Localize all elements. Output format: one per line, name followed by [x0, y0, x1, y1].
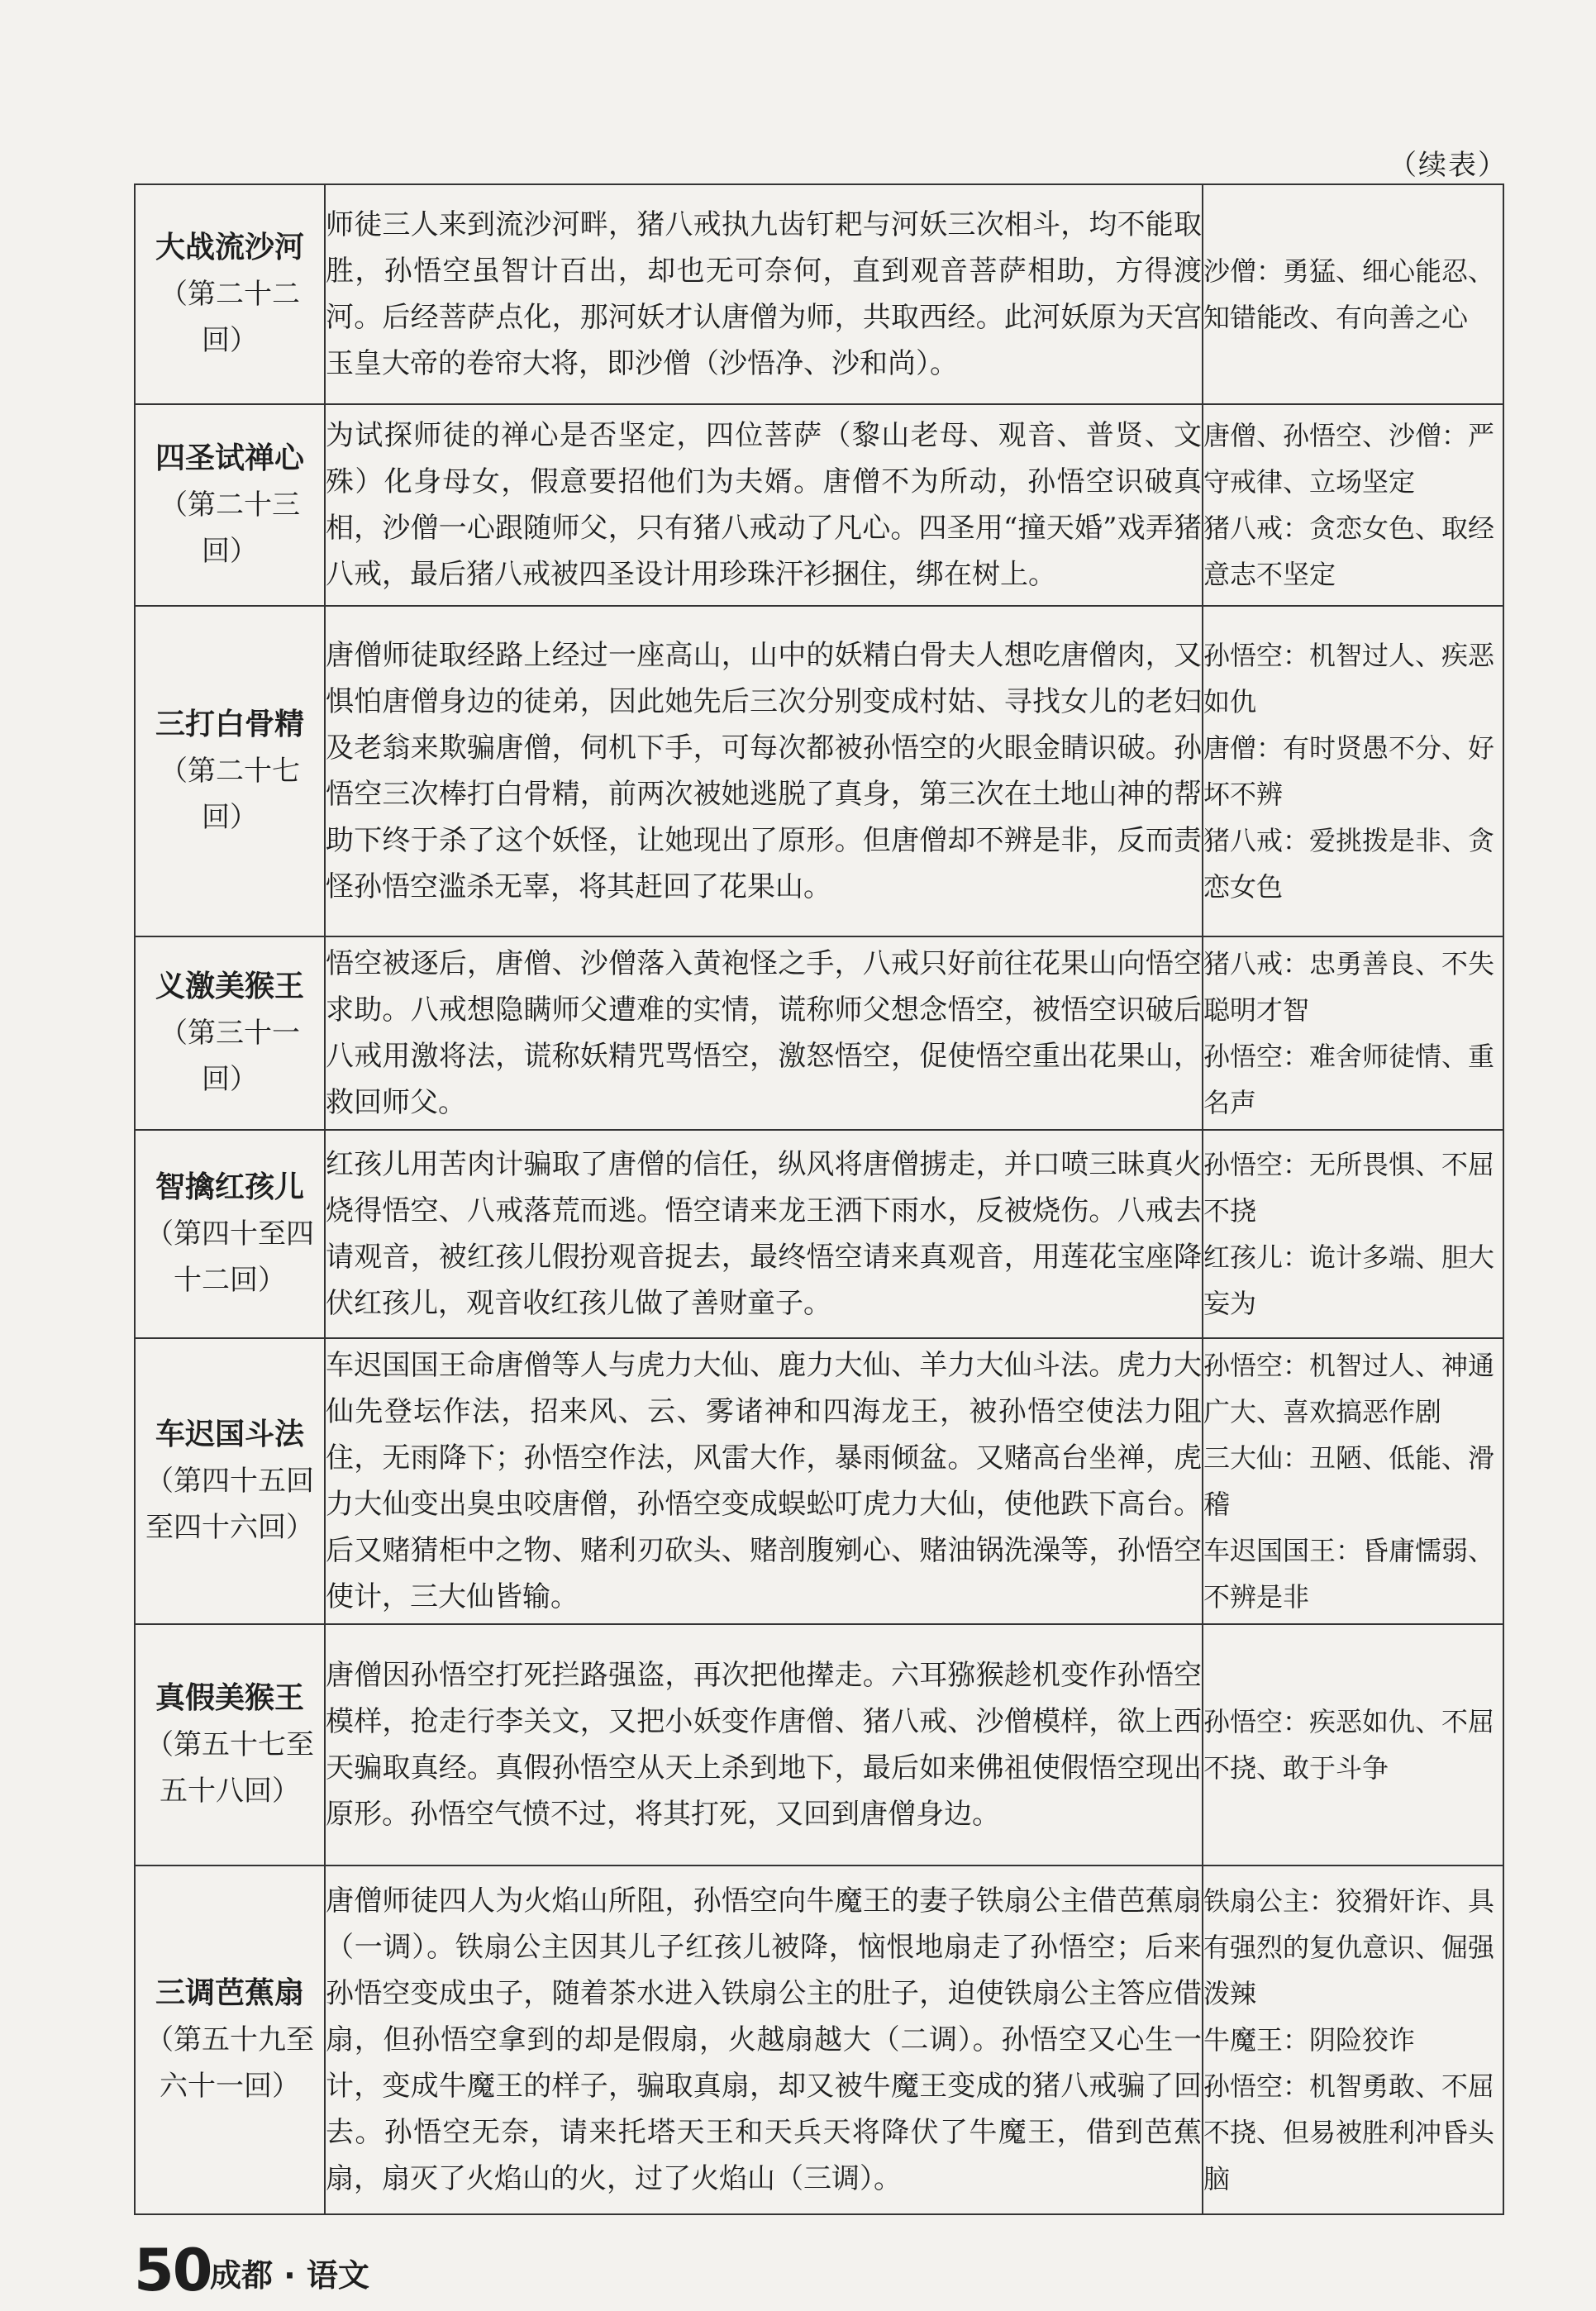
chapter-cell — [135, 404, 325, 606]
table-row — [135, 936, 1503, 1130]
character-traits: 孙悟空：无所畏惧、不屈不挠 红孩儿：诡计多端、胆大妄为 — [1203, 1130, 1503, 1338]
chapter-cell — [135, 1624, 325, 1865]
chapter-number: （第二十三回） — [160, 488, 300, 568]
character-traits: 孙悟空：机智过人、神通广大、喜欢搞恶作剧 三大仙：丑陋、低能、滑稽 车迟国国王：昏庸懦弱、不辨是非 — [1203, 1338, 1503, 1624]
chapter-number: （第五十九至六十一回） — [145, 2023, 314, 2103]
chapter-title: 三调芭蕉扇 — [155, 1976, 304, 2010]
plot-summary: 唐僧因孙悟空打死拦路强盗，再次把他撵走。六耳猕猴趁机变作孙悟空模样，抢走行李关文，又把小妖变作唐僧、猪八戒、沙僧模样，欲上西天骗取真经。真假孙悟空从天上杀到地下，最后如来佛祖使假悟空现出原形。孙悟空气愤不过，将其打死，又回到唐僧身边。 — [325, 1624, 1203, 1865]
table-row — [135, 1338, 1503, 1624]
plot-summary: 红孩儿用苦肉计骗取了唐僧的信任，纵风将唐僧掳走，并口喷三昧真火烧得悟空、八戒落荒而逃。悟空请来龙王洒下雨水，反被烧伤。八戒去请观音，被红孩儿假扮观音捉去，最终悟空请来真观音，用莲花宝座降伏红孩儿，观音收红孩儿做了善财童子。 — [325, 1130, 1203, 1338]
character-traits: 孙悟空：疾恶如仇、不屈不挠、敢于斗争 — [1203, 1624, 1503, 1865]
continued-label: （续表） — [1389, 149, 1508, 182]
table-row — [135, 1130, 1503, 1338]
chapter-cell — [135, 936, 325, 1130]
chapter-number: （第四十五回至四十六回） — [145, 1465, 314, 1544]
chapter-cell — [135, 1338, 325, 1624]
chapter-title: 三打白骨精 — [155, 708, 304, 741]
chapter-title: 义激美猴王 — [155, 970, 304, 1003]
plot-summary: 唐僧师徒取经路上经过一座高山，山中的妖精白骨夫人想吃唐僧肉，又惧怕唐僧身边的徒弟，因此她先后三次分别变成村姑、寻找女儿的老妇及老翁来欺骗唐僧，伺机下手，可每次都被孙悟空的火眼金睛识破。孙悟空三次棒打白骨精，前两次被她逃脱了真身，第三次在土地山神的帮助下终于杀了这个妖怪，让她现出了原形。但唐僧却不辨是非，反而责怪孙悟空滥杀无辜，将其赶回了花果山。 — [325, 606, 1203, 936]
plot-summary: 悟空被逐后，唐僧、沙僧落入黄袍怪之手，八戒只好前往花果山向悟空求助。八戒想隐瞒师父遭难的实情，谎称师父想念悟空，被悟空识破后八戒用激将法，谎称妖精咒骂悟空，激怒悟空，促使悟空重出花果山，救回师父。 — [325, 936, 1203, 1130]
chapter-cell — [135, 184, 325, 404]
chapter-number: （第二十二回） — [160, 278, 300, 357]
chapter-number: （第五十七至五十八回） — [145, 1728, 314, 1808]
chapter-title: 四圣试禅心 — [155, 441, 304, 475]
chapter-number: （第四十至四十二回） — [145, 1217, 314, 1297]
table-row — [135, 184, 1503, 404]
chapter-title: 智擒红孩儿 — [155, 1170, 304, 1204]
page-number: 50 — [134, 2237, 212, 2304]
character-traits: 孙悟空：机智过人、疾恶如仇 唐僧：有时贤愚不分、好坏不辨 猪八戒：爱挑拨是非、贪恋女色 — [1203, 606, 1503, 936]
plot-summary: 车迟国国王命唐僧等人与虎力大仙、鹿力大仙、羊力大仙斗法。虎力大仙先登坛作法，招来风、云、雾诸神和四海龙王，被孙悟空使法力阻住，无雨降下；孙悟空作法，风雷大作，暴雨倾盆。又赌高台坐禅，虎力大仙变出臭虫咬唐僧，孙悟空变成蜈蚣叮虎力大仙，使他跌下高台。后又赌猜柜中之物、赌利刃砍头、赌剖腹剜心、赌油锅洗澡等，孙悟空使计，三大仙皆输。 — [325, 1338, 1203, 1624]
character-traits: 猪八戒：忠勇善良、不失聪明才智 孙悟空：难舍师徒情、重名声 — [1203, 936, 1503, 1130]
chapter-number: （第二十七回） — [160, 755, 300, 834]
chapter-title: 真假美猴王 — [155, 1681, 304, 1715]
table-row — [135, 1865, 1503, 2214]
chapter-cell — [135, 1130, 325, 1338]
footer-label: 成都 · 语文 — [210, 2257, 369, 2294]
table-row — [135, 606, 1503, 936]
chapter-title: 大战流沙河 — [155, 231, 304, 264]
chapter-number: （第三十一回） — [160, 1017, 300, 1096]
character-traits: 沙僧：勇猛、细心能忍、知错能改、有向善之心 — [1203, 184, 1503, 404]
plot-outline-table — [134, 183, 1504, 2215]
plot-summary: 唐僧师徒四人为火焰山所阻，孙悟空向牛魔王的妻子铁扇公主借芭蕉扇（一调）。铁扇公主因其儿子红孩儿被降，恼恨地扇走了孙悟空；后来孙悟空变成虫子，随着茶水进入铁扇公主的肚子，迫使铁扇公主答应借扇，但孙悟空拿到的却是假扇，火越扇越大（二调）。孙悟空又心生一计，变成牛魔王的样子，骗取真扇，却又被牛魔王变成的猪八戒骗了回去。孙悟空无奈，请来托塔天王和天兵天将降伏了牛魔王，借到芭蕉扇，扇灭了火焰山的火，过了火焰山（三调）。 — [325, 1865, 1203, 2214]
plot-summary: 师徒三人来到流沙河畔，猪八戒执九齿钉耙与河妖三次相斗，均不能取胜，孙悟空虽智计百出，却也无可奈何，直到观音菩萨相助，方得渡河。后经菩萨点化，那河妖才认唐僧为师，共取西经。此河妖原为天宫玉皇大帝的卷帘大将，即沙僧（沙悟净、沙和尚）。 — [325, 184, 1203, 404]
chapter-title: 车迟国斗法 — [155, 1418, 304, 1451]
table-row — [135, 1624, 1503, 1865]
chapter-cell — [135, 1865, 325, 2214]
chapter-cell — [135, 606, 325, 936]
character-traits: 铁扇公主：狡猾奸诈、具有强烈的复仇意识、倔强泼辣 牛魔王：阴险狡诈 孙悟空：机智勇敢、不屈不挠、但易被胜利冲昏头脑 — [1203, 1865, 1503, 2214]
character-traits: 唐僧、孙悟空、沙僧：严守戒律、立场坚定 猪八戒：贪恋女色、取经意志不坚定 — [1203, 404, 1503, 606]
plot-summary: 为试探师徒的禅心是否坚定，四位菩萨（黎山老母、观音、普贤、文殊）化身母女，假意要招他们为夫婿。唐僧不为所动，孙悟空识破真相，沙僧一心跟随师父，只有猪八戒动了凡心。四圣用“撞天婚”戏弄猪八戒，最后猪八戒被四圣设计用珍珠汗衫捆住，绑在树上。 — [325, 404, 1203, 606]
table-row — [135, 404, 1503, 606]
